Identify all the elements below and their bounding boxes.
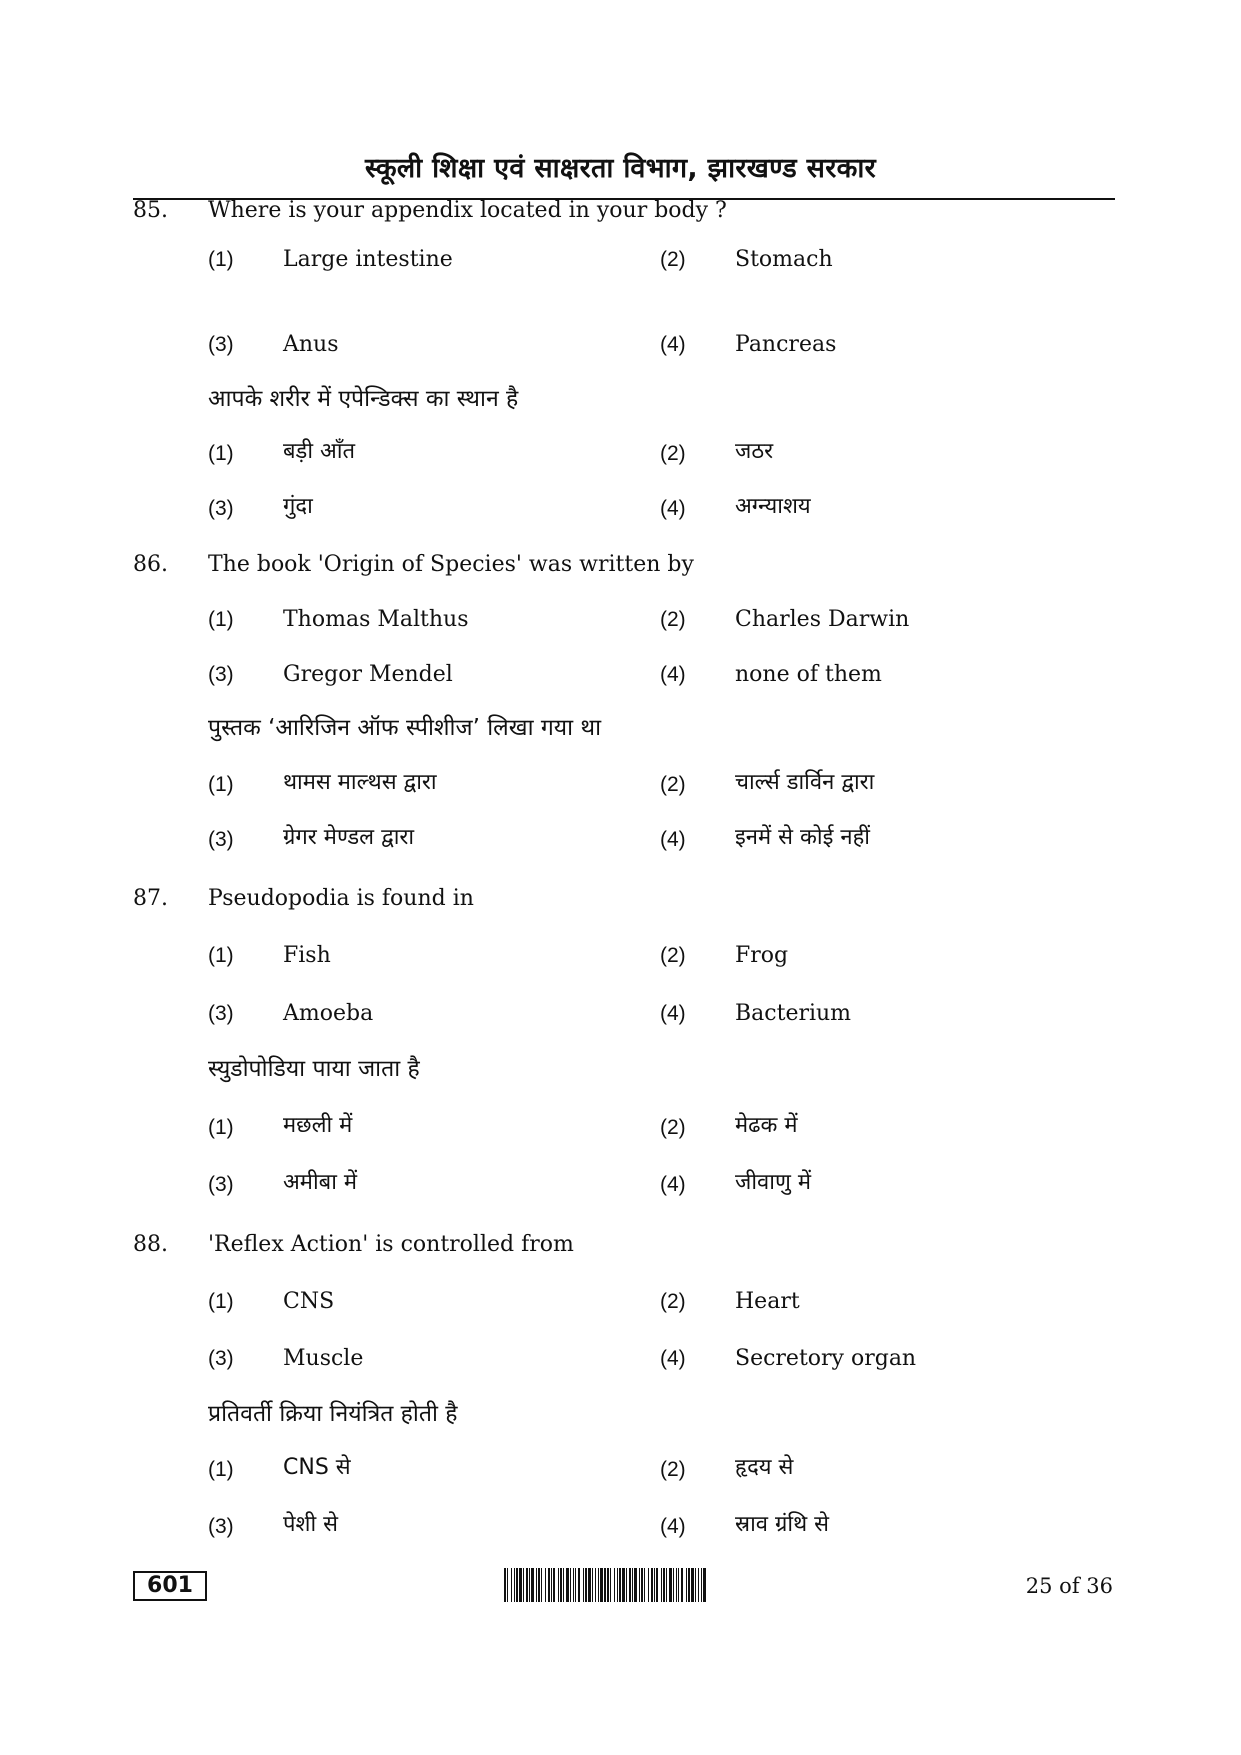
option-text: जीवाणु में — [735, 1170, 812, 1195]
option-text: Pancreas — [735, 332, 837, 357]
option-number: (2) — [660, 944, 686, 967]
option-text: Fish — [283, 943, 331, 968]
option-text: CNS — [283, 1289, 335, 1314]
option-text: मेढक में — [735, 1113, 798, 1138]
option-number: (3) — [208, 1173, 234, 1196]
option-text: थामस माल्थस द्वारा — [283, 770, 437, 795]
option-text: Large intestine — [283, 247, 453, 272]
option-text: Bacterium — [735, 1001, 852, 1026]
option-text: Secretory organ — [735, 1346, 917, 1371]
option-number: (4) — [660, 1515, 686, 1538]
option-text: हृदय से — [735, 1455, 794, 1480]
option-text: Gregor Mendel — [283, 662, 453, 687]
option-text: Muscle — [283, 1346, 364, 1371]
option-text: जठर — [735, 439, 774, 464]
option-number: (3) — [208, 1347, 234, 1370]
page-header: स्कूली शिक्षा एवं साक्षरता विभाग, झारखण्ड सरकार — [365, 153, 876, 184]
option-number: (1) — [208, 944, 234, 967]
option-number: (1) — [208, 1290, 234, 1313]
option-number: (1) — [208, 442, 234, 465]
option-number: (4) — [660, 333, 686, 356]
option-text: Thomas Malthus — [283, 607, 469, 632]
option-number: (1) — [208, 608, 234, 631]
option-number: (3) — [208, 333, 234, 356]
option-number: (2) — [660, 608, 686, 631]
option-number: (3) — [208, 1515, 234, 1538]
question-text-en: Pseudopodia is found in — [208, 886, 474, 911]
option-text: none of them — [735, 662, 882, 687]
option-text: बड़ी आँत — [283, 439, 356, 464]
option-number: (4) — [660, 1173, 686, 1196]
option-number: (2) — [660, 1290, 686, 1313]
option-number: (1) — [208, 1116, 234, 1139]
booklet-code: 601 — [133, 1571, 207, 1601]
question-number: 88. — [133, 1232, 168, 1257]
option-number: (4) — [660, 663, 686, 686]
question-text-en: 'Reflex Action' is controlled from — [208, 1232, 574, 1257]
option-number: (1) — [208, 248, 234, 271]
question-text-hi: स्युडोपोडिया पाया जाता है — [208, 1056, 420, 1082]
option-text: मछली में — [283, 1113, 353, 1138]
option-number: (1) — [208, 773, 234, 796]
option-text: Frog — [735, 943, 789, 968]
option-text: अमीबा में — [283, 1170, 358, 1195]
question-number: 85. — [133, 198, 168, 223]
option-text: Amoeba — [283, 1001, 374, 1026]
question-text-hi: आपके शरीर में एपेन्डिक्स का स्थान है — [208, 386, 519, 412]
option-text: Anus — [283, 332, 339, 357]
option-text: ग्रेगर मेण्डल द्वारा — [283, 825, 415, 850]
option-text: इनमें से कोई नहीं — [735, 825, 871, 850]
option-number: (2) — [660, 442, 686, 465]
option-number: (1) — [208, 1458, 234, 1481]
option-text: अग्न्याशय — [735, 494, 811, 519]
question-number: 86. — [133, 552, 168, 577]
option-text: CNS से — [283, 1455, 351, 1480]
option-number: (2) — [660, 1458, 686, 1481]
option-number: (4) — [660, 1347, 686, 1370]
option-number: (3) — [208, 663, 234, 686]
option-text: Stomach — [735, 247, 833, 272]
option-text: Heart — [735, 1289, 800, 1314]
option-number: (2) — [660, 1116, 686, 1139]
question-text-hi: पुस्तक ‘आरिजिन ऑफ स्पीशीज’ लिखा गया था — [208, 715, 602, 741]
option-text: Charles Darwin — [735, 607, 910, 632]
question-text-en: Where is your appendix located in your body ? — [208, 198, 727, 223]
option-number: (3) — [208, 828, 234, 851]
option-number: (4) — [660, 497, 686, 520]
option-number: (3) — [208, 497, 234, 520]
option-number: (4) — [660, 1002, 686, 1025]
option-text: गुंदा — [283, 494, 313, 519]
option-number: (3) — [208, 1002, 234, 1025]
question-text-hi: प्रतिवर्ती क्रिया नियंत्रित होती है — [208, 1401, 458, 1427]
option-number: (2) — [660, 773, 686, 796]
page-number: 25 of 36 — [1025, 1574, 1113, 1598]
barcode — [504, 1568, 706, 1602]
question-text-en: The book 'Origin of Species' was written by — [208, 552, 694, 577]
option-text: चार्ल्स डार्विन द्वारा — [735, 770, 875, 795]
option-text: स्राव ग्रंथि से — [735, 1512, 830, 1537]
option-number: (2) — [660, 248, 686, 271]
option-number: (4) — [660, 828, 686, 851]
option-text: पेशी से — [283, 1512, 339, 1537]
question-number: 87. — [133, 886, 168, 911]
